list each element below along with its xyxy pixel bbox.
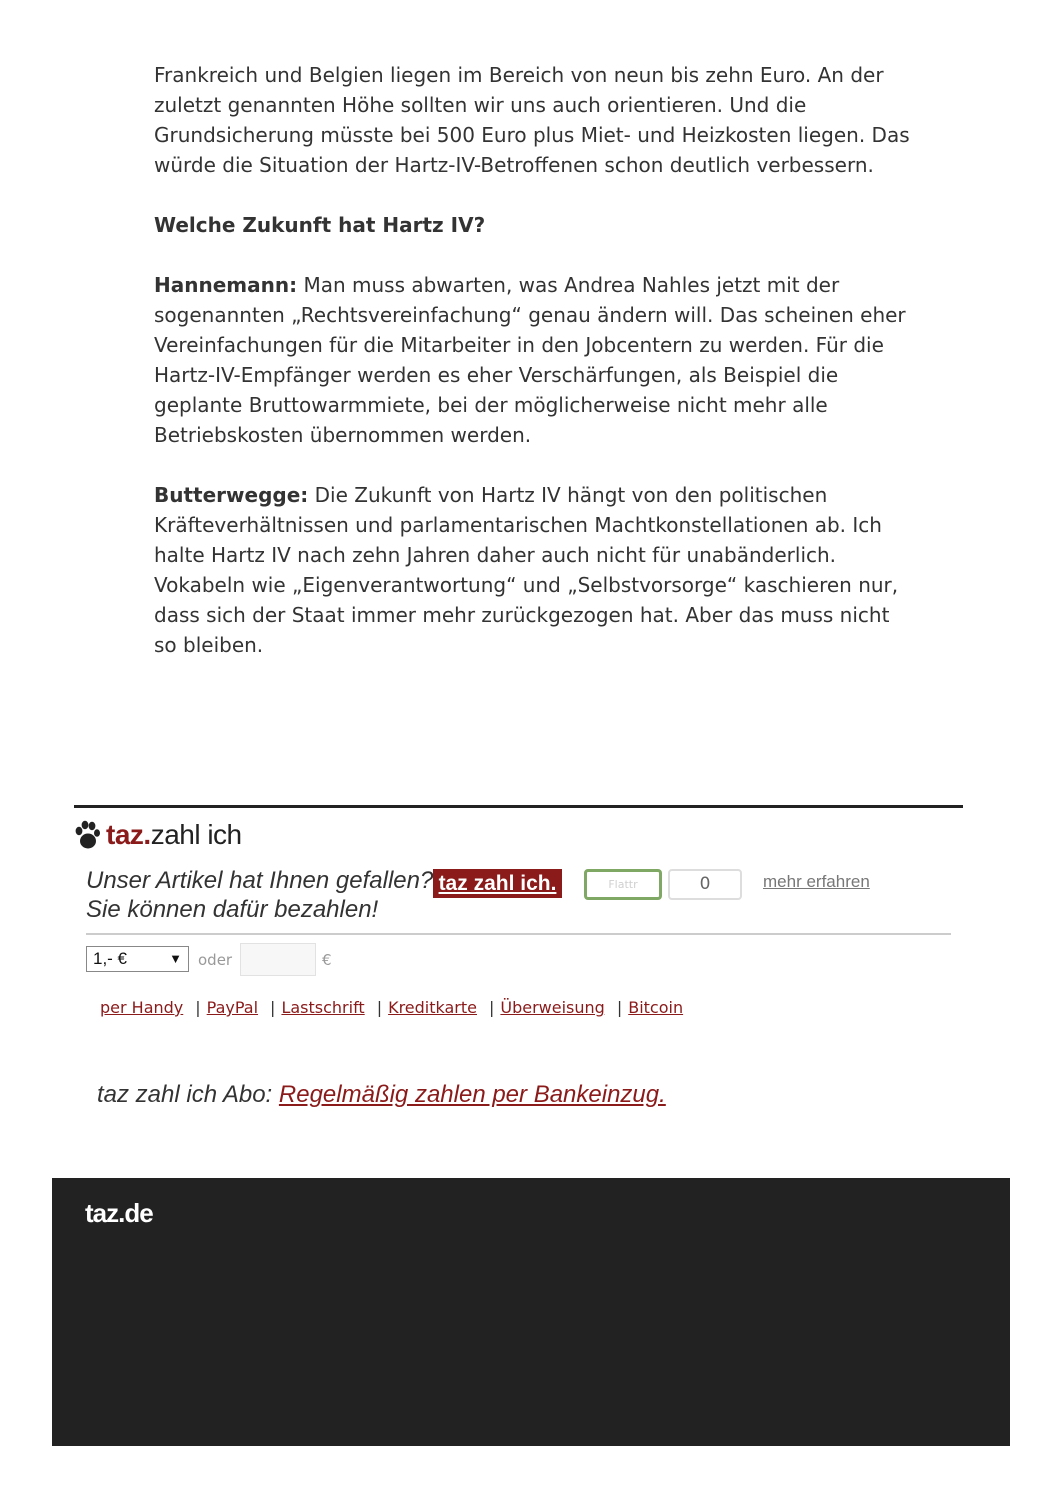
pay-lastschrift-link[interactable]: Lastschrift <box>281 998 365 1017</box>
logo-part-zahlich: zahl ich <box>150 819 242 850</box>
payment-prompt <box>86 866 433 924</box>
payment-divider <box>86 933 951 935</box>
separator: | <box>270 998 276 1017</box>
section-divider <box>74 805 963 808</box>
article-paragraph: Frankreich und Belgien liegen im Bereich von neun bis zehn Euro. An der zuletzt genannten Höhe sollten wir uns auch orientieren. Und die Grundsicherung müsste bei 500 Euro plus Miet- und Heizkosten liegen. Das würde die Situation der Hartz-IV-Betroffenen schon deutlich verbessern. <box>154 63 910 177</box>
amount-selected-value: 1,- € <box>93 949 128 968</box>
or-label: oder <box>198 951 233 969</box>
prompt-line-2: Sie können dafür bezahlen! <box>86 896 379 923</box>
article-body <box>154 60 914 690</box>
interview-question: Welche Zukunft hat Hartz IV? <box>154 213 486 237</box>
flattr-button[interactable]: Flattr <box>584 869 662 900</box>
speaker-name: Butterwegge: <box>154 483 309 507</box>
separator: | <box>489 998 495 1017</box>
amount-select[interactable] <box>86 946 189 972</box>
interview-answer-hannemann <box>154 270 914 450</box>
flattr-count: 0 <box>668 869 742 900</box>
pay-ueberweisung-link[interactable]: Überweisung <box>500 998 605 1017</box>
tazzahlich-header <box>74 818 242 852</box>
footer-logo[interactable]: taz.de <box>85 1198 153 1228</box>
interview-answer-butterwegge <box>154 480 914 660</box>
tazzahlich-button[interactable]: taz zahl ich. <box>433 869 562 898</box>
speaker-name: Hannemann: <box>154 273 298 297</box>
dropdown-arrow-icon: ▼ <box>169 951 182 966</box>
logo-part-taz: taz. <box>106 819 151 850</box>
paw-icon <box>74 820 100 850</box>
separator: | <box>376 998 383 1017</box>
prompt-line-1: Unser Artikel hat Ihnen gefallen? <box>86 867 434 894</box>
pay-kreditkarte-link[interactable]: Kreditkarte <box>388 998 477 1017</box>
site-footer <box>52 1178 1010 1446</box>
abo-label: taz zahl ich Abo: <box>97 1081 273 1108</box>
more-info-link[interactable]: mehr erfahren <box>763 872 870 891</box>
separator: | <box>195 998 201 1017</box>
pay-bitcoin-link[interactable]: Bitcoin <box>628 998 684 1017</box>
pay-handy-link[interactable]: per Handy <box>100 998 184 1017</box>
currency-label: € <box>322 951 332 969</box>
pay-paypal-link[interactable]: PayPal <box>206 998 259 1017</box>
payment-methods <box>100 998 683 1017</box>
separator: | <box>616 998 623 1017</box>
abo-link[interactable]: Regelmäßig zahlen per Bankeinzug. <box>278 1081 666 1108</box>
tazzahlich-logo <box>106 819 242 851</box>
answer-text: Man muss abwarten, was Andrea Nahles jetzt mit der sogenannten „Rechtsvereinfachung“ genau ändern will. Das scheinen eher Vereinfachungen für die Mitarbeiter in den Jobcentern zu werden. Für die Hartz-IV-Empfänger werden es eher Verschärfungen, als Beispiel die geplante Bruttowarmmiete, bei der möglicherweise nicht mehr alle Betriebskosten übernommen werden. <box>154 273 906 447</box>
custom-amount-input[interactable] <box>240 943 316 976</box>
abo-line <box>97 1081 666 1109</box>
answer-text: Die Zukunft von Hartz IV hängt von den politischen Kräfteverhältnissen und parlamentarischen Machtkonstellationen ab. Ich halte Hartz IV nach zehn Jahren daher auch nicht für unabänderlich. Vokabeln wie „Eigenverantwortung“ und „Selbstvorsorge“ kaschieren nur, dass sich der Staat immer mehr zurückgezogen hat. Aber das muss nicht so bleiben. <box>154 483 899 657</box>
